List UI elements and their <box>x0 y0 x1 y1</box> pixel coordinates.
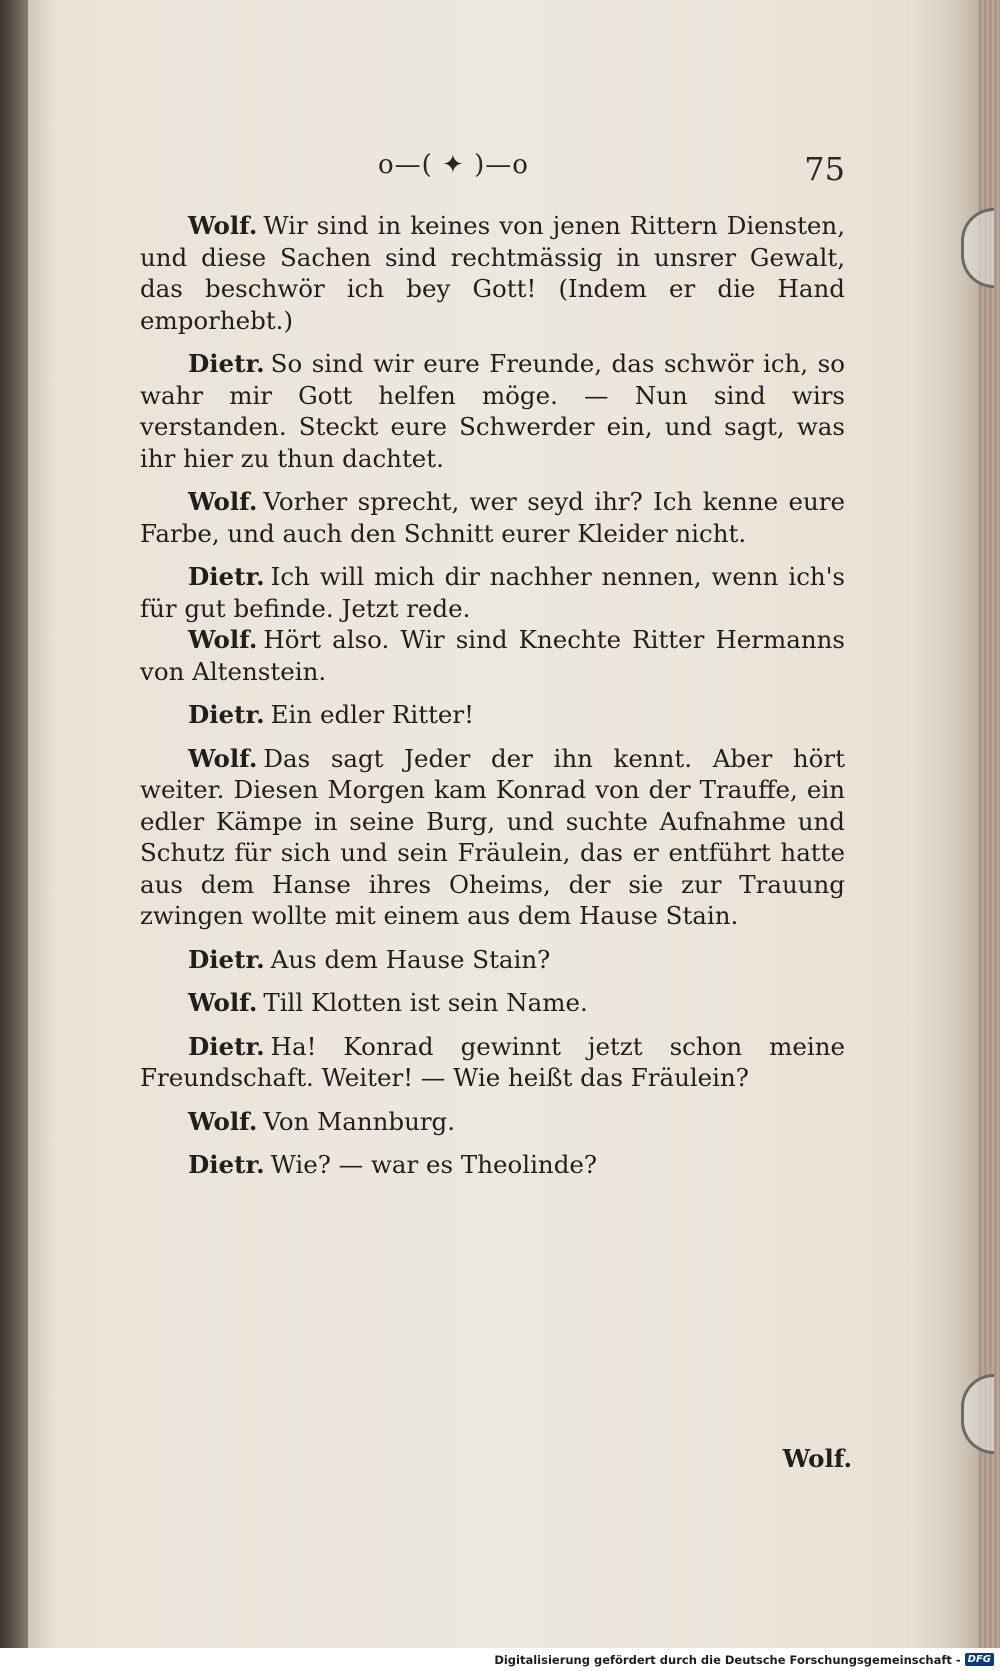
catchword: Wolf. <box>782 1444 852 1473</box>
passage-text: Das sagt Jeder der ihn kennt. Aber hört weiter. Diesen Morgen kam Konrad von der Trauffe, ein edler Kämpe in seine Burg, und suchte Aufnahme und Schutz für sich und sein Fräulein, das er entführt hatte aus dem Hanse ihres Oheims, der sie zur Trauung zwingen wollte mit einem aus dem Hause Stain. <box>140 743 845 930</box>
dialogue-passage <box>140 486 845 549</box>
speaker-name: Dietr. <box>188 944 265 974</box>
speaker-name: Wolf. <box>188 1106 258 1136</box>
digitization-credit <box>494 1651 994 1668</box>
passage-text: Ich will mich dir nachher nennen, wenn ich's für gut befinde. Jetzt rede. <box>140 562 845 623</box>
page-header <box>140 150 845 190</box>
speaker-name: Wolf. <box>188 988 258 1017</box>
dialogue-passage <box>140 210 845 336</box>
dialogue-passage <box>140 699 845 731</box>
speaker-name: Dietr. <box>188 1150 265 1179</box>
speaker-name: Wolf. <box>188 743 258 773</box>
passage-text: Wie? — war es Theolinde? <box>270 1150 598 1179</box>
passage-text: So sind wir eure Freunde, das schwör ich, so wahr mir Gott helfen möge. — Nun sind wirs verstanden. Steckt eure Schwerder ein, und sagt, was ihr hier zu thun dachtet. <box>140 349 845 473</box>
passage-text: Aus dem Hause Stain? <box>270 944 551 974</box>
speaker-name: Wolf. <box>188 625 258 654</box>
passage-text: Von Mannburg. <box>263 1106 456 1136</box>
passage-text: Hört also. Wir sind Knechte Ritter Hermanns von Altenstein. <box>140 625 845 686</box>
speaker-name: Dietr. <box>188 349 265 378</box>
speaker-name: Wolf. <box>188 211 258 240</box>
dfg-logo: DFG <box>965 1653 994 1666</box>
dialogue-passage <box>140 987 845 1019</box>
dialogue-passage <box>140 624 845 687</box>
dialogue-passage <box>140 561 845 624</box>
speaker-name: Dietr. <box>188 562 265 591</box>
speaker-name: Dietr. <box>188 1031 265 1061</box>
header-ornament: o—( ✦ )—o <box>378 150 529 180</box>
dialogue-passage <box>140 1106 845 1138</box>
passage-text: Wir sind in keines von jenen Rittern Diensten, und diese Sachen sind rechtmässig in unsrer Gewalt, das beschwör ich bey Gott! (Indem er die Hand emporhebt.) <box>140 211 845 335</box>
dialogue-passage <box>140 348 845 474</box>
dialogue-passage <box>140 1149 845 1181</box>
passage-text: Ha! Konrad gewinnt jetzt schon meine Freundschaft. Weiter! — Wie heißt das Fräulein? <box>140 1031 845 1092</box>
page-number: 75 <box>804 150 845 188</box>
passage-text: Till Klotten ist sein Name. <box>263 988 588 1017</box>
passage-text: Ein edler Ritter! <box>270 700 474 729</box>
speaker-name: Dietr. <box>188 700 265 729</box>
dialogue-passage <box>140 1031 845 1094</box>
credit-text: Digitalisierung gefördert durch die Deutsche Forschungsgemeinschaft - <box>494 1652 961 1667</box>
book-binding <box>0 0 30 1671</box>
dialogue-passage <box>140 944 845 976</box>
passage-text: Vorher sprecht, wer seyd ihr? Ich kenne eure Farbe, und auch den Schnitt eurer Kleider nicht. <box>140 487 845 548</box>
dialogue-passage <box>140 743 845 932</box>
speaker-name: Wolf. <box>188 487 258 516</box>
page-text <box>140 210 845 1193</box>
